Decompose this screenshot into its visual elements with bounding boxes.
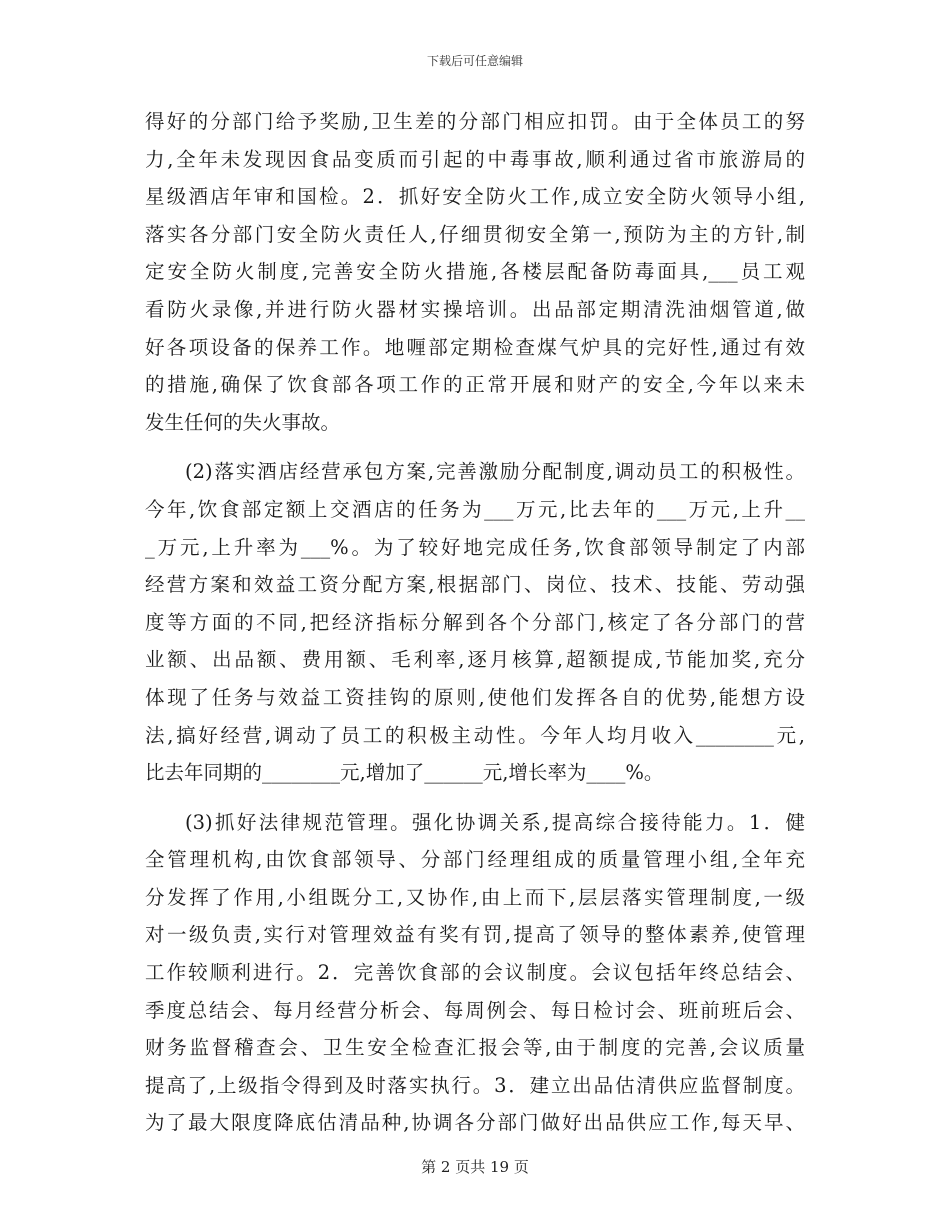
text-line: 比去年同期的________元,增加了______元,增长率为____%。 xyxy=(145,761,664,785)
text-line: 定安全防火制度,完善安全防火措施,各楼层配备防毒面具,___员工观 xyxy=(145,260,805,284)
text-line: 工作较顺利进行。2．完善饮食部的会议制度。会议包括年终总结会、 xyxy=(145,961,805,985)
text-line: 对一级负责,实行对管理效益有奖有罚,提高了领导的整体素养,使管理 xyxy=(145,923,805,947)
text-line: 法,搞好经营,调动了员工的积极主动性。今年人均月收入________元, xyxy=(145,723,805,747)
text-line: 今年,饮食部定额上交酒店的任务为___万元,比去年的___万元,上升__ xyxy=(145,497,805,521)
text-line: 经营方案和效益工资分配方案,根据部门、岗位、技术、技能、劳动强 xyxy=(145,573,805,597)
text-line: 发生任何的失火事故。 xyxy=(145,410,341,434)
paragraph xyxy=(145,453,805,791)
text-line: 为了最大限度降底估清品种,协调各分部门做好出品供应工作,每天早、 xyxy=(145,1111,805,1135)
text-line: 业额、出品额、费用额、毛利率,逐月核算,超额提成,节能加奖,充分 xyxy=(145,648,805,672)
text-line: 分发挥了作用,小组既分工,又协作,由上而下,层层落实管理制度,一级 xyxy=(145,885,805,909)
text-line: (2)落实酒店经营承包方案,完善激励分配制度,调动员工的积极性。 xyxy=(185,460,805,484)
paragraph-gap xyxy=(145,441,805,453)
paragraph-gap xyxy=(145,792,805,804)
text-line: 星级酒店年审和国检。2．抓好安全防火工作,成立安全防火领导小组, xyxy=(145,185,805,209)
text-line: 度等方面的不同,把经济指标分解到各个分部门,核定了各分部门的营 xyxy=(145,610,805,634)
paragraph xyxy=(145,103,805,441)
text-line: 好各项设备的保养工作。地喱部定期检查煤气炉具的完好性,通过有效 xyxy=(145,335,805,359)
text-line: 季度总结会、每月经营分析会、每周例会、每日检讨会、班前班后会、 xyxy=(145,998,805,1022)
text-line: 落实各分部门安全防火责任人,仔细贯彻安全第一,预防为主的方针,制 xyxy=(145,222,805,246)
page-number-footer: 第 2 页共 19 页 xyxy=(421,1158,529,1176)
text-line: (3)抓好法律规范管理。强化协调关系,提高综合接待能力。1．健 xyxy=(185,810,805,834)
text-line: _万元,上升率为___%。为了较好地完成任务,饮食部领导制定了内部 xyxy=(145,535,805,559)
text-line: 体现了任务与效益工资挂钩的原则,使他们发挥各自的优势,能想方设 xyxy=(145,685,805,709)
text-line: 全管理机构,由饮食部领导、分部门经理组成的质量管理小组,全年充 xyxy=(145,848,805,872)
text-line: 财务监督稽查会、卫生安全检查汇报会等,由于制度的完善,会议质量 xyxy=(145,1036,805,1060)
text-line: 提高了,上级指令得到及时落实执行。3．建立出品估清供应监督制度。 xyxy=(145,1073,805,1097)
text-line: 得好的分部门给予奖励,卫生差的分部门相应扣罚。由于全体员工的努 xyxy=(145,110,805,133)
text-line: 的措施,确保了饮食部各项工作的正常开展和财产的安全,今年以来未 xyxy=(145,373,805,397)
document-body xyxy=(145,103,805,1142)
text-line: 看防火录像,并进行防火器材实操培训。出品部定期清洗油烟管道,做 xyxy=(145,297,805,321)
text-line: 力,全年未发现因食品变质而引起的中毒事故,顺利通过省市旅游局的 xyxy=(145,147,805,171)
page-header: 下载后可任意编辑 xyxy=(426,54,523,68)
paragraph xyxy=(145,804,805,1142)
